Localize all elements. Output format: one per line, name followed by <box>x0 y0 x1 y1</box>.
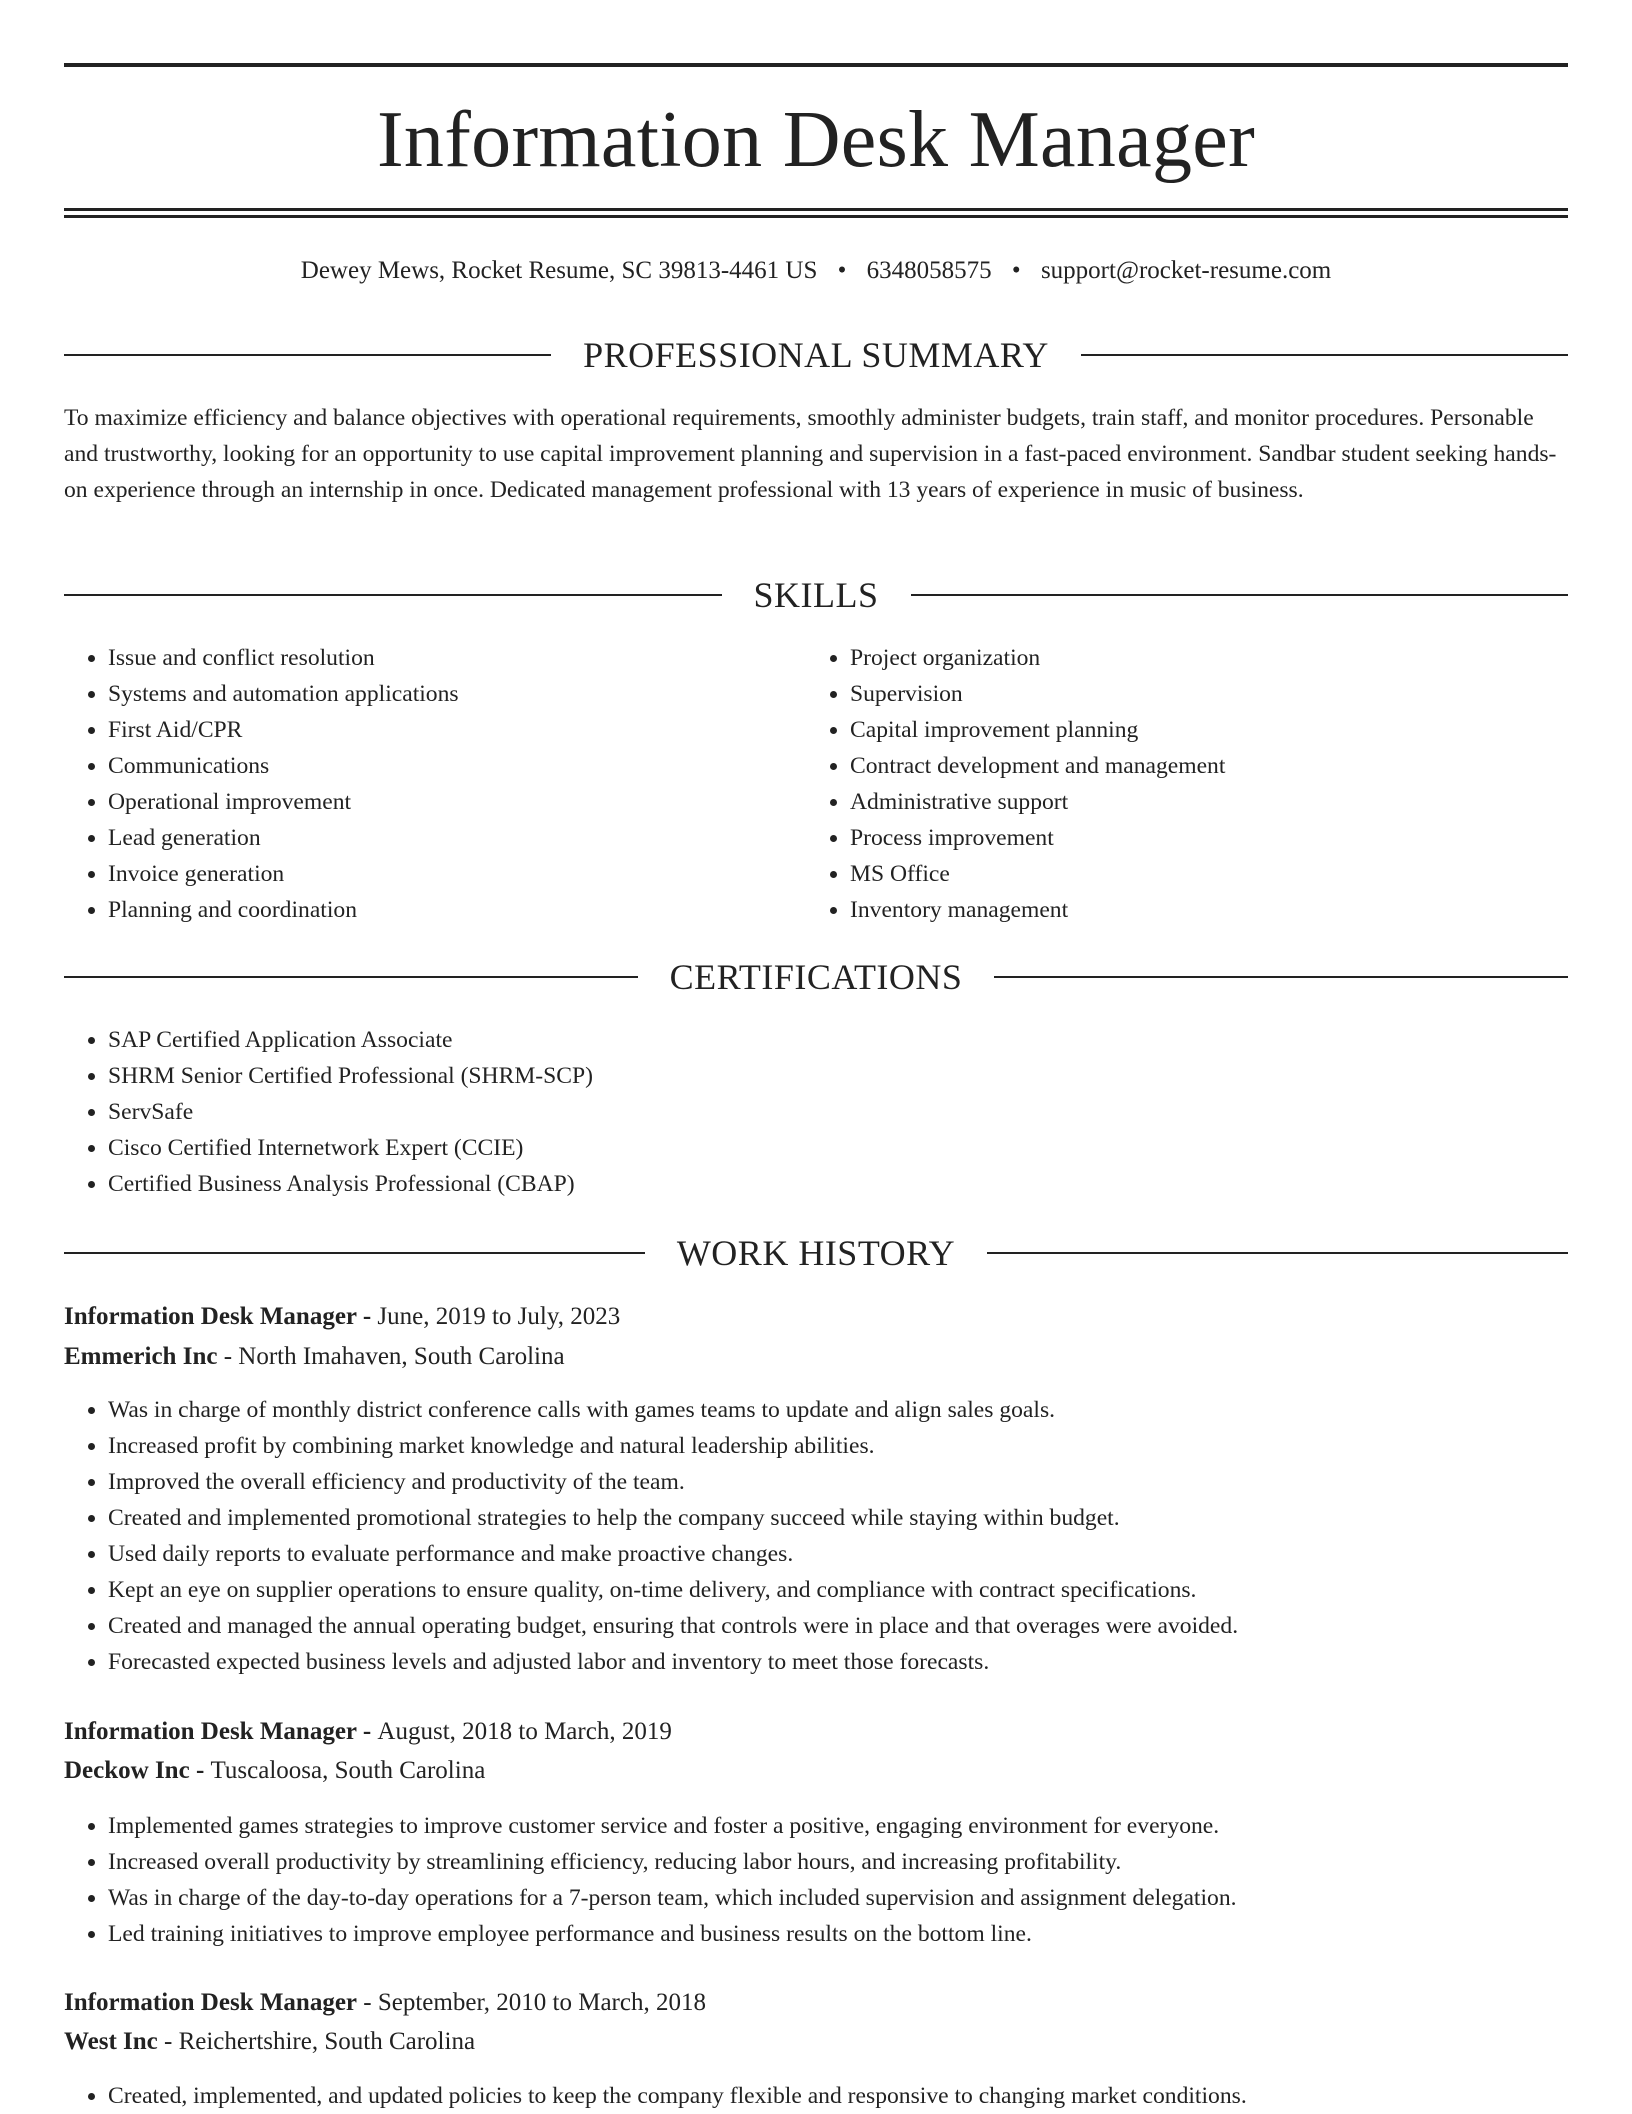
list-item: • Created and implemented promotional strategies to help the company succeed while staying within budget. <box>108 1500 1568 1536</box>
list-item: • SHRM Senior Certified Professional (SHRM-SCP) <box>108 1058 1568 1094</box>
job-dash: - <box>157 2028 179 2055</box>
list-item: • Process improvement <box>850 820 1566 856</box>
double-rule <box>64 208 1568 218</box>
summary-heading: PROFESSIONAL SUMMARY <box>583 335 1049 375</box>
job-title: Information Desk Manager <box>64 1718 357 1745</box>
summary-text: To maximize efficiency and balance objectives with operational requirements, smoothly administer budgets, train staff, and monitor procedures. Personable and trustworthy, looking for an opportunity to use capital improvement planning and supervision in a fast-paced environment. Sandbar student seeking hands-on experience through an internship in once. Dedicated management professional with 13 years of experience in music of business. <box>64 405 1557 503</box>
list-item: • Cisco Certified Internetwork Expert (CCIE) <box>108 1130 1568 1166</box>
job-location: Reichertshire, South Carolina <box>178 2028 476 2055</box>
job-company-line <box>64 2024 475 2060</box>
job-title-line <box>64 1299 620 1335</box>
list-item: • Project organization <box>850 640 1566 676</box>
list-item: • First Aid/CPR <box>108 712 784 748</box>
job-dates: September, 2010 to March, 2018 <box>377 1989 706 2016</box>
contact-address: Dewey Mews, Rocket Resume, SC 39813-4461 US <box>300 257 818 284</box>
job-dates: June, 2019 to July, 2023 <box>377 1303 621 1330</box>
list-item: • Was in charge of monthly district conference calls with games teams to update and align sales goals. <box>108 1392 1568 1428</box>
job-company: West Inc <box>64 2028 158 2055</box>
list-item: • SAP Certified Application Associate <box>108 1022 1568 1058</box>
job-bullets <box>64 2078 1568 2114</box>
summary-section-header <box>64 333 1568 377</box>
job-bullet-list <box>64 1392 1568 1680</box>
job-dash: - <box>357 1989 378 2016</box>
section-rule <box>64 594 722 596</box>
skills-right-list <box>806 640 1566 928</box>
job-dash: - <box>356 1303 378 1330</box>
list-item: • Invoice generation <box>108 856 784 892</box>
job-dash: - <box>356 1718 378 1745</box>
list-item: • Used daily reports to evaluate performance and make proactive changes. <box>108 1536 1568 1572</box>
list-item: • Led training initiatives to improve employee performance and business results on the bottom line. <box>108 1916 1568 1952</box>
list-item: • Planning and coordination <box>108 892 784 928</box>
job-bullets <box>64 1808 1568 1952</box>
list-item: • Operational improvement <box>108 784 784 820</box>
list-item: • Kept an eye on supplier operations to ensure quality, on-time delivery, and compliance with contract specifications. <box>108 1572 1568 1608</box>
section-rule <box>987 1252 1568 1254</box>
contact-line <box>64 254 1568 288</box>
list-item: • Implemented games strategies to improve customer service and foster a positive, engaging environment for everyone. <box>108 1808 1568 1844</box>
list-item: • Contract development and management <box>850 748 1566 784</box>
list-item: • Issue and conflict resolution <box>108 640 784 676</box>
skills-heading: SKILLS <box>753 575 879 615</box>
skills-left-list <box>64 640 784 928</box>
list-item: • Improved the overall efficiency and productivity of the team. <box>108 1464 1568 1500</box>
job-dates: August, 2018 to March, 2019 <box>377 1718 672 1745</box>
job-company: Emmerich Inc <box>64 1343 218 1370</box>
job-title-line <box>64 1985 706 2021</box>
list-item: • Inventory management <box>850 892 1566 928</box>
skills-right-column <box>806 640 1566 928</box>
work-section-header <box>64 1231 1568 1275</box>
list-item: • Supervision <box>850 676 1566 712</box>
job-title: Information Desk Manager <box>64 1303 357 1330</box>
certifications-heading: CERTIFICATIONS <box>669 957 963 997</box>
job-dash: - <box>217 1343 239 1370</box>
job-dash: - <box>189 1757 211 1784</box>
section-rule <box>64 1252 645 1254</box>
list-item: • Increased profit by combining market knowledge and natural leadership abilities. <box>108 1428 1568 1464</box>
job-bullets <box>64 1392 1568 1680</box>
skills-left-column <box>64 640 784 928</box>
section-rule <box>1081 354 1568 356</box>
list-item: • Created and managed the annual operating budget, ensuring that controls were in place and that overages were avoided. <box>108 1608 1568 1644</box>
section-rule <box>64 354 551 356</box>
job-location: Tuscaloosa, South Carolina <box>210 1757 486 1784</box>
job-company-line <box>64 1339 565 1375</box>
list-item: • Lead generation <box>108 820 784 856</box>
skills-section-header <box>64 573 1568 617</box>
list-item: • Forecasted expected business levels and adjusted labor and inventory to meet those forecasts. <box>108 1644 1568 1680</box>
contact-email: support@rocket-resume.com <box>1040 257 1332 284</box>
list-item: • MS Office <box>850 856 1566 892</box>
contact-separator: • <box>837 257 847 284</box>
list-item: • Communications <box>108 748 784 784</box>
certifications-section-header <box>64 955 1568 999</box>
certifications-list <box>64 1022 1568 1202</box>
list-item: • Capital improvement planning <box>850 712 1566 748</box>
list-item: • Certified Business Analysis Professional (CBAP) <box>108 1166 1568 1202</box>
list-item: • Created, implemented, and updated policies to keep the company flexible and responsive to changing market conditions. <box>108 2078 1568 2114</box>
section-rule <box>994 976 1568 978</box>
list-item: • Administrative support <box>850 784 1566 820</box>
job-title: Information Desk Manager <box>64 1989 358 2016</box>
job-title-line <box>64 1714 672 1750</box>
page-title: Information Desk Manager <box>376 96 1256 184</box>
job-bullet-list <box>64 2078 1568 2114</box>
certifications-column <box>64 1022 1568 1202</box>
job-company: Deckow Inc <box>64 1757 190 1784</box>
contact-phone: 6348058575 <box>866 257 992 284</box>
section-rule <box>911 594 1569 596</box>
list-item: • ServSafe <box>108 1094 1568 1130</box>
list-item: • Systems and automation applications <box>108 676 784 712</box>
top-rule <box>64 63 1568 67</box>
list-item: • Was in charge of the day-to-day operations for a 7-person team, which included supervision and assignment delegation. <box>108 1880 1568 1916</box>
job-location: North Imahaven, South Carolina <box>238 1343 565 1370</box>
work-heading: WORK HISTORY <box>676 1233 956 1273</box>
job-bullet-list <box>64 1808 1568 1952</box>
job-company-line <box>64 1753 485 1789</box>
section-rule <box>64 976 638 978</box>
list-item: • Increased overall productivity by streamlining efficiency, reducing labor hours, and increasing profitability. <box>108 1844 1568 1880</box>
contact-separator: • <box>1011 257 1021 284</box>
